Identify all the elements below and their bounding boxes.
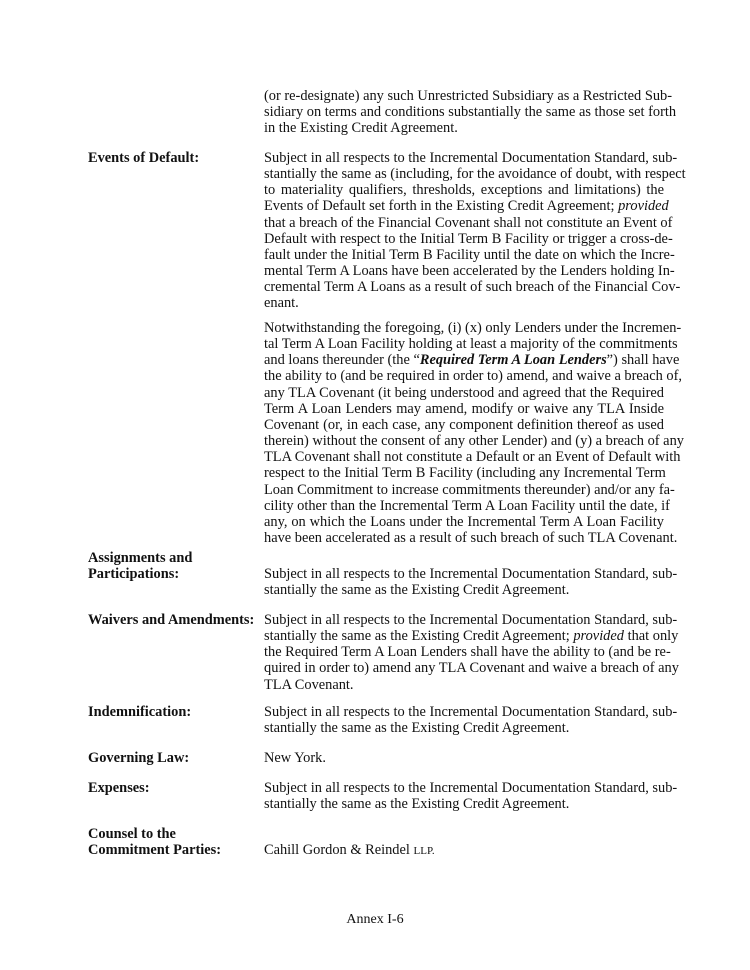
text-line: (or re-designate) any such Unrestricted Subsidiary as a Restricted Sub- — [264, 88, 673, 104]
text-line: the Required Term A Loan Lenders shall have the ability to (and be re- — [264, 644, 671, 661]
text-line: quired in order to) amend any TLA Covenant and waive a breach of any — [264, 660, 679, 677]
text-line: respect to the Initial Term B Facility (including any Incremental Term — [264, 465, 666, 482]
text-line: New York. — [264, 750, 326, 766]
text-line — [264, 842, 664, 859]
defined-term: Required Term A Loan Lenders — [419, 352, 607, 369]
text-line: Term A Loan Lenders may amend, modify or waive any TLA Inside — [264, 400, 664, 417]
label-line: Assignments and — [88, 550, 193, 566]
text-line: Subject in all respects to the Incremental Documentation Standard, sub- — [264, 566, 678, 582]
label-line: Commitment Parties: — [88, 842, 222, 859]
waivers-text — [264, 612, 679, 693]
text-line: Notwithstanding the foregoing, (i) (x) only Lenders under the Incremen- — [264, 320, 682, 336]
text-line: Covenant (or, in each case, any component definition thereof as used — [264, 416, 664, 433]
indemnification-label: Indemnification: — [88, 704, 192, 720]
text-line: any TLA Covenant (it being understood and agreed that the Required — [264, 384, 664, 401]
text-line: enant. — [264, 295, 299, 312]
text-line: Default with respect to the Initial Term B Facility or trigger a cross-de- — [264, 230, 673, 247]
text-line: Subject in all respects to the Incremental Documentation Standard, sub- — [264, 612, 678, 628]
text-line: the ability to (and be required in order to) amend, and waive a breach of, — [264, 368, 682, 385]
text-line: have been accelerated as a result of such breach of such TLA Covenant. — [264, 530, 678, 547]
text-fragment: ”) shall have — [606, 352, 680, 369]
provided-term: provided — [618, 198, 669, 215]
assignments-label — [88, 550, 260, 582]
indemnification-text — [264, 704, 678, 737]
text-line: Subject in all respects to the Incremental Documentation Standard, sub- — [264, 150, 678, 166]
text-line: fault under the Initial Term B Facility until the date on which the Incre- — [264, 246, 675, 263]
text-line: cremental Term A Loans as a result of such breach of the Financial Cov- — [264, 279, 681, 296]
text-line: stantially the same as the Existing Credit Agreement. — [264, 720, 570, 737]
assignments-text — [264, 566, 678, 599]
counsel-text — [264, 842, 664, 859]
text-line: Loan Commitment to increase commitments thereunder) and/or any fa- — [264, 481, 675, 498]
text-fragment: and loans thereunder (the “ — [264, 352, 420, 369]
counsel-label — [88, 826, 260, 858]
text-line: that a breach of the Financial Covenant shall not constitute an Event of — [264, 214, 673, 231]
text-line — [264, 198, 669, 215]
waivers-label: Waivers and Amendments: — [88, 612, 255, 628]
text-line: tal Term A Loan Facility holding at least a majority of the commitments — [264, 336, 678, 353]
text-fragment: that only — [627, 628, 679, 645]
label-line: Counsel to the — [88, 826, 176, 842]
label-line: Participations: — [88, 566, 180, 583]
text-line: stantially the same as the Existing Credit Agreement. — [264, 582, 570, 599]
text-fragment: stantially the same as the Existing Credit Agreement; — [264, 628, 570, 645]
expenses-label: Expenses: — [88, 780, 150, 796]
text-line: stantially the same as the Existing Credit Agreement. — [264, 796, 570, 813]
text-line: TLA Covenant shall not constitute a Default or an Event of Default with — [264, 449, 681, 466]
events-of-default-text — [264, 150, 686, 312]
text-line: Subject in all respects to the Incremental Documentation Standard, sub- — [264, 704, 678, 720]
text-line: mental Term A Loans have been accelerated by the Lenders holding In- — [264, 263, 675, 280]
counsel-firm: Cahill Gordon & Reindel — [264, 842, 410, 858]
provided-term: provided — [573, 628, 624, 645]
text-fragment: Events of Default set forth in the Existing Credit Agreement; — [264, 198, 615, 215]
text-line: in the Existing Credit Agreement. — [264, 120, 458, 137]
continuation-text — [264, 88, 677, 137]
text-line: cility other than the Incremental Term A Loan Facility until the date, if — [264, 497, 670, 514]
text-line: any, on which the Loans under the Incremental Term A Loan Facility — [264, 513, 664, 530]
expenses-text — [264, 780, 678, 813]
text-line: to materiality qualifiers, thresholds, exceptions and limitations) the — [264, 182, 664, 199]
governing-law-label: Governing Law: — [88, 750, 190, 766]
text-line: TLA Covenant. — [264, 676, 354, 693]
text-line: therein) without the consent of any other Lender) and (y) a breach of any — [264, 433, 684, 450]
text-line — [264, 352, 680, 369]
page-footer: Annex I-6 — [346, 912, 404, 927]
governing-law-text — [264, 750, 664, 766]
notwithstanding-text — [264, 320, 684, 547]
events-of-default-label: Events of Default: — [88, 150, 200, 166]
text-line: Subject in all respects to the Incremental Documentation Standard, sub- — [264, 780, 678, 796]
counsel-suffix: LLP. — [413, 845, 435, 857]
text-line: stantially the same as (including, for the avoidance of doubt, with respect — [264, 166, 686, 183]
text-line — [264, 628, 679, 645]
text-line: sidiary on terms and conditions substantially the same as those set forth — [264, 104, 677, 121]
